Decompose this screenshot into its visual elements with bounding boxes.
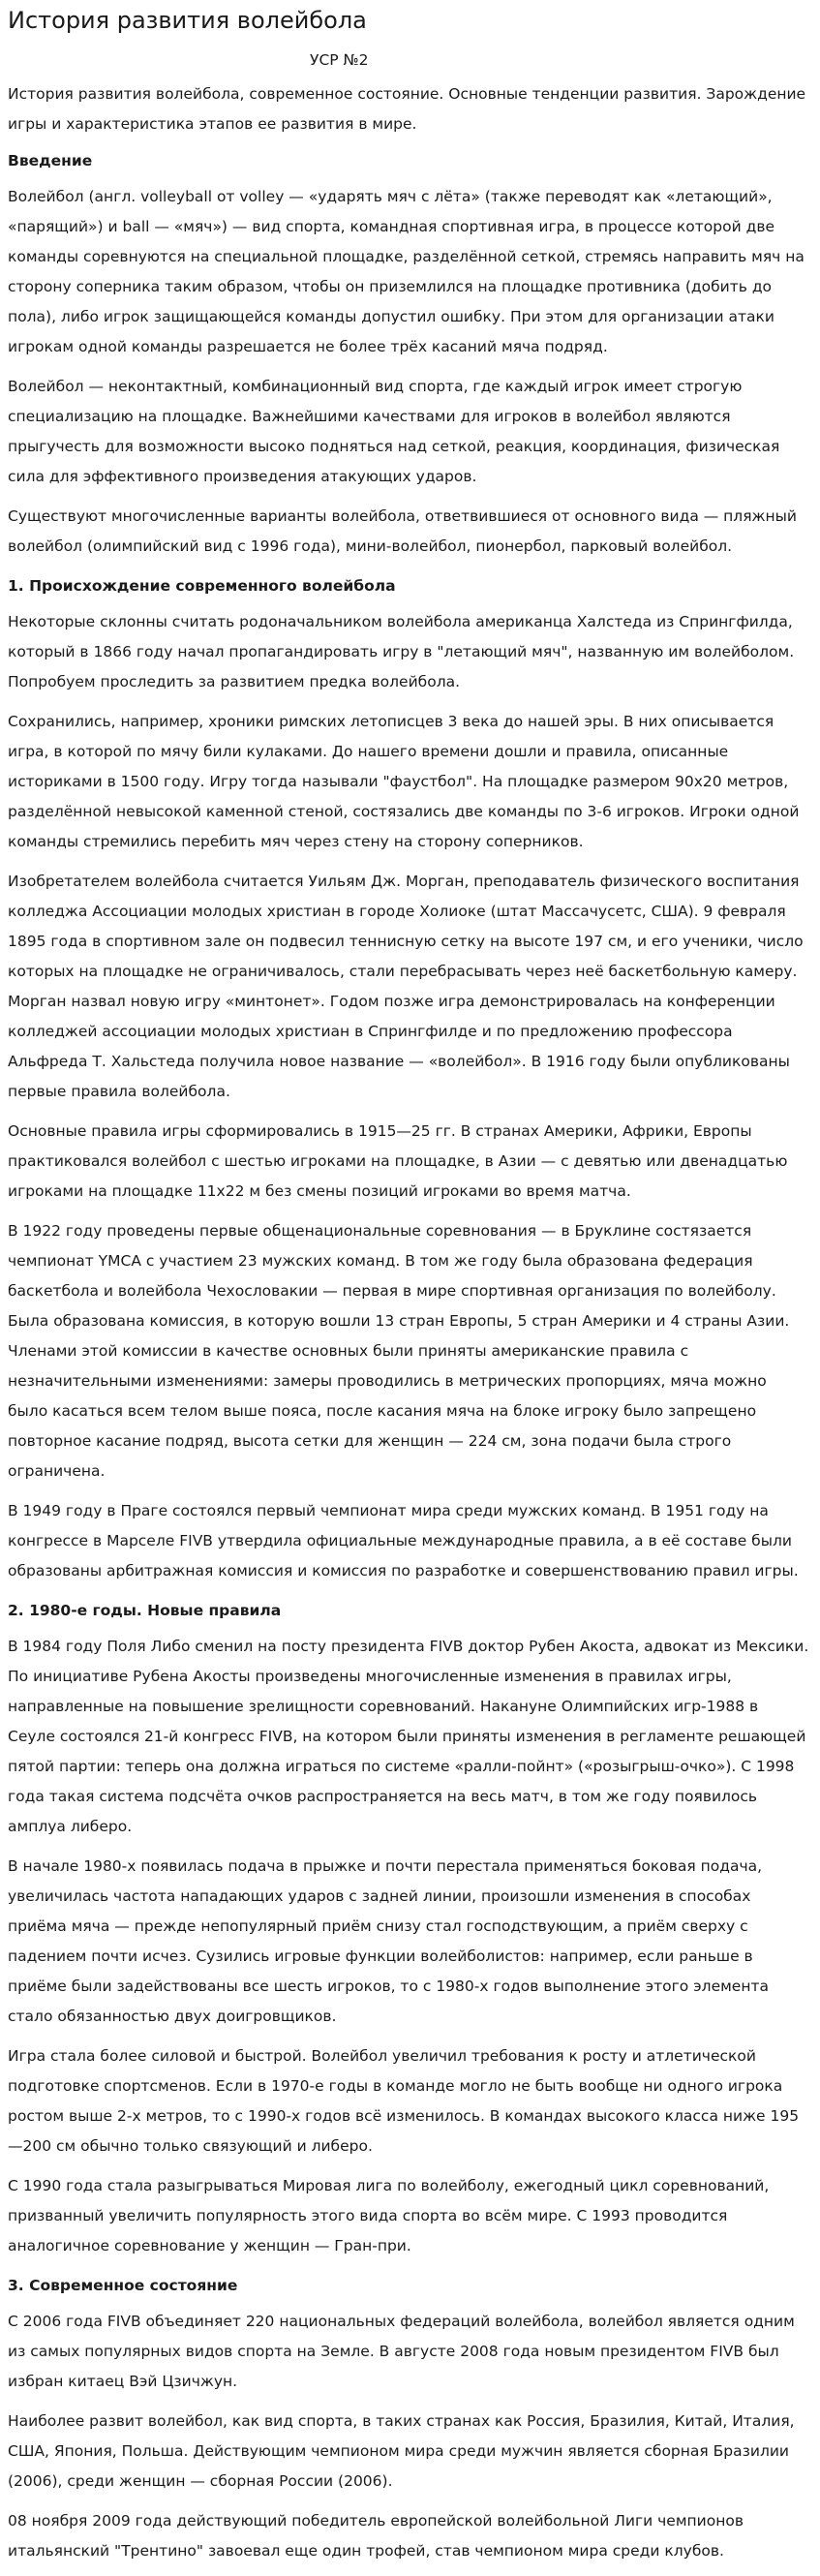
paragraph: В начале 1980-х появилась подача в прыжке и почти перестала применяться боковая подача, увеличилась частота нападающих ударов с задней линии, произошли изменения в способах приёма мяча — прежде непопулярный приём снизу стал господствующим, а приём сверху с падением почти исчез. Сузились игровые функции волейболистов: например, если раньше в приёме были задействованы все шесть игроков, то с 1980-х годов выполнение этого элемента стало обязанностью двух доигровщиков. bbox=[8, 1857, 770, 2025]
paragraph: Игра стала более силовой и быстрой. Волейбол увеличил требования к росту и атлетической подготовке спортсменов. Если в 1970-е годы в команде могло не быть вообще ни одного игрока ростом выше 2-х метров, то с 1990-х годов всё изменилось. В командах высокого класса ниже 195—200 см обычно только связующий и либеро. bbox=[8, 2047, 800, 2155]
section-heading: 2. 1980-е годы. Новые правила bbox=[8, 1602, 282, 1619]
section-heading: 3. Современное состояние bbox=[8, 2277, 238, 2294]
paragraph: В 1984 году Поля Либо сменил на посту президента FIVB доктор Рубен Акоста, адвокат из Мексики. По инициативе Рубена Акосты произведены многочисленные изменения в правилах игры, направленные на повышение зрелищности соревнований. Накануне Олимпийских игр-1988 в Сеуле состоялся 21-й конгресс FIVB, на котором были приняты изменения в регламенте решающей пятой партии: теперь она должна играться по системе «ралли-пойнт» («розыгрыш-очко»). С 1998 года такая система подсчёта очков распространяется на весь матч, в том же году появилось амплуа либеро. bbox=[8, 1638, 809, 1835]
section-heading: 1. Происхождение современного волейбола bbox=[8, 577, 396, 595]
section-current-state bbox=[8, 2271, 810, 2566]
section-introduction bbox=[8, 146, 810, 562]
paragraph: Основные правила игры сформировались в 1915—25 гг. В странах Америки, Африки, Европы практиковался волейбол с шестью игроками на площадке, в Азии — с девятью или двенадцатью игроками на площадке 11х22 м без смены позиций игроками во время матча. bbox=[8, 1122, 788, 1200]
document-subtitle: История развития волейбола, современное состояние. Основные тенденции развития. Зарождение игры и характеристика этапов ее развития в мире. bbox=[8, 85, 806, 133]
paragraph: Сохранились, например, хроники римских летописцев 3 века до нашей эры. В них описывается игра, в которой по мячу били кулаками. До нашего времени дошли и правила, описанные историками в 1500 году. Игру тогда называли "фаустбол". На площадке размером 90х20 метров, разделённой невысокой каменной стеной, состязались две команды по 3-6 игроков. Игроки одной команды стремились перебить мяч через стену на сторону соперников. bbox=[8, 713, 800, 850]
section-1980s-rules bbox=[8, 1596, 810, 2261]
paragraph: С 1990 года стала разыгрываться Мировая лига по волейболу, ежегодный цикл соревнований, призванный увеличить популярность этого вида спорта во всём мире. С 1993 проводится аналогичное соревнование у женщин — Гран-при. bbox=[8, 2177, 770, 2254]
usr-label: УСР №2 bbox=[310, 51, 369, 69]
paragraph: Наиболее развит волейбол, как вид спорта, в таких странах как Россия, Бразилия, Китай, Италия, США, Япония, Польша. Действующим чемпионом мира среди мужчин является сборная Бразилии (2006), среди женщин — сборная России (2006). bbox=[8, 2412, 795, 2490]
paragraph: В 1922 году проведены первые общенациональные соревнования — в Бруклине состязается чемпионат YMCA с участием 23 мужских команд. В том же году была образована федерация баскетбола и волейбола Чехословакии — первая в мире спортивная организация по волейболу. Была образована комиссия, в которую вошли 13 стран Европы, 5 стран Америки и 4 страны Азии. Членами этой комиссии в качестве основных были приняты американские правила с незначительными изменениями: замеры проводились в метрических пропорциях, мяча можно было касаться всем телом выше пояса, после касания мяча на блоке игроку было запрещено повторное касание подряд, высота сетки для женщин — 224 см, зона подачи была строго ограничена. bbox=[8, 1222, 790, 1480]
section-origin bbox=[8, 571, 810, 1586]
paragraph: Волейбол (англ. volleyball от volley — «ударять мяч с лёта» (также переводят как «летающий», «парящий») и ball — «мяч») — вид спорта, командная спортивная игра, в процессе которой две команды соревнуются на специальной площадке, разделённой сеткой, стремясь направить мяч на сторону соперника таким образом, чтобы он приземлился на площадке противника (добить до пола), либо игрок защищающейся команды допустил ошибку. При этом для организации атаки игрокам одной команды разрешается не более трёх касаний мяча подряд. bbox=[8, 188, 805, 355]
paragraph: Волейбол — неконтактный, комбинационный вид спорта, где каждый игрок имеет строгую специализацию на площадке. Важнейшими качествами для игроков в волейбол являются прыгучесть для возможности высоко подняться над сеткой, реакция, координация, физическая сила для эффективного произведения атакующих ударов. bbox=[8, 378, 780, 485]
paragraph: 08 ноября 2009 года действующий победитель европейской волейбольной Лиги чемпионов итальянский "Трентино" завоевал еще один трофей, став чемпионом мира среди клубов. bbox=[8, 2512, 744, 2560]
document-title: История развития волейбола bbox=[8, 7, 367, 34]
section-heading: Введение bbox=[8, 152, 93, 169]
paragraph: В 1949 году в Праге состоялся первый чемпионат мира среди мужских команд. В 1951 году на конгрессе в Марселе FIVB утвердила официальные международные правила, а в её составе были образованы арбитражная комиссия и комиссия по разработке и совершенствованию правил игры. bbox=[8, 1502, 799, 1579]
paragraph: С 2006 года FIVB объединяет 220 национальных федераций волейбола, волейбол является одним из самых популярных видов спорта на Земле. В августе 2008 года новым президентом FIVB был избран китаец Вэй Цзичжун. bbox=[8, 2313, 795, 2390]
paragraph: Некоторые склонны считать родоначальником волейбола американца Халстеда из Спрингфилда, который в 1866 году начал пропагандировать игру в "летающий мяч", названную им волейболом. Попробуем проследить за развитием предка волейбола. bbox=[8, 613, 795, 690]
paragraph: Существуют многочисленные варианты волейбола, ответвившиеся от основного вида — пляжный волейбол (олимпийский вид с 1996 года), мини-волейбол, пионербол, парковый волейбол. bbox=[8, 507, 797, 555]
paragraph: Изобретателем волейбола считается Уильям Дж. Морган, преподаватель физического воспитания колледжа Ассоциации молодых христиан в городе Холиоке (штат Массачусетс, США). 9 февраля 1895 года в спортивном зале он подвесил теннисную сетку на высоте 197 см, и его ученики, число которых на площадке не ограничивалось, стали перебрасывать через неё баскетбольную камеру. Морган назвал новую игру «минтонет». Годом позже игра демонстрировалась на конференции колледжей ассоциации молодых христиан в Спрингфилде и по предложению профессора Альфреда Т. Хальстеда получила новое название — «волейбол». В 1916 году были опубликованы первые правила волейбола. bbox=[8, 873, 804, 1100]
